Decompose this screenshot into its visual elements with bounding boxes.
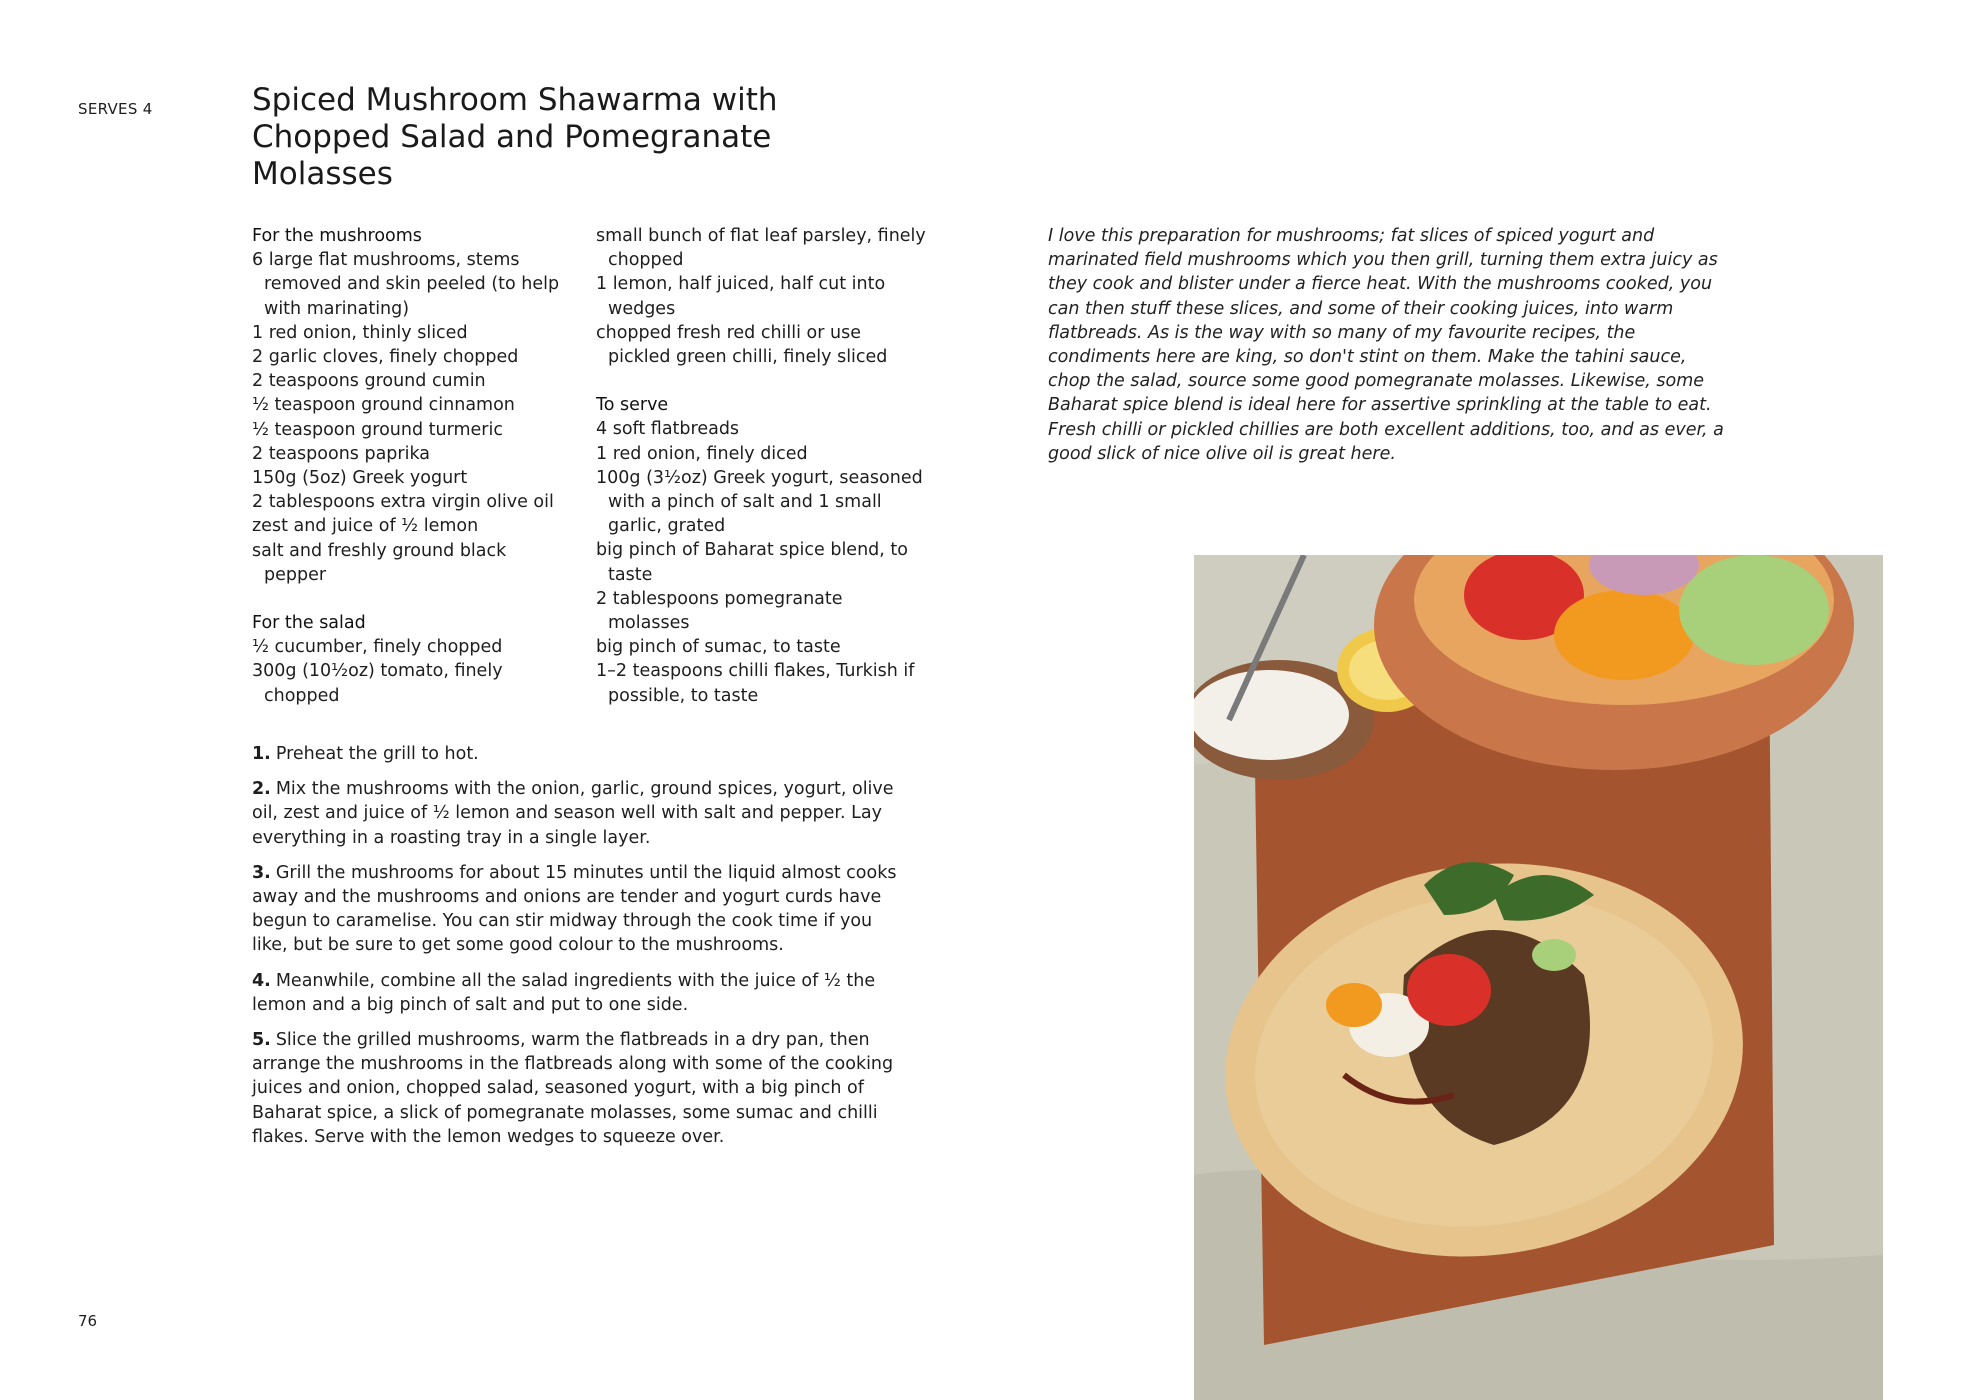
method-steps xyxy=(252,742,912,1160)
ingredient-item: salt and freshly ground black pepper xyxy=(252,540,507,585)
salad-heading: For the salad xyxy=(252,613,366,634)
ingredient-item: 6 large flat mushrooms, stems removed and skin peeled (to help with marinating) xyxy=(252,250,560,319)
ingredients-column-2 xyxy=(596,224,926,708)
page-number: 76 xyxy=(78,1312,98,1330)
chopped-cucumber xyxy=(1679,555,1829,665)
ingredient-item: 2 tablespoons extra virgin olive oil xyxy=(252,492,554,513)
recipe-title: Spiced Mushroom Shawarma with Chopped Salad and Pomegranate Molasses xyxy=(252,82,778,192)
ingredient-item: 1 red onion, thinly sliced xyxy=(252,322,468,343)
ingredient-item: small bunch of flat leaf parsley, finely chopped xyxy=(596,226,926,271)
step-number: 4. xyxy=(252,970,271,991)
pepper-pieces xyxy=(1326,983,1382,1027)
ingredient-item: 1 lemon, half juiced, half cut into wedges xyxy=(596,274,886,319)
step-number: 3. xyxy=(252,862,271,883)
ingredient-item: 4 soft flatbreads xyxy=(596,419,740,440)
tomato-pieces xyxy=(1407,954,1491,1026)
step-text: Meanwhile, combine all the salad ingredients with the juice of ½ the lemon and a big pinch of salt and put to one side. xyxy=(252,970,876,1015)
ingredient-item: ½ teaspoon ground cinnamon xyxy=(252,395,515,416)
step-text: Mix the mushrooms with the onion, garlic, ground spices, yogurt, olive oil, zest and juice of ½ lemon and season well with salt and pepper. Lay everything in a roasting tray in a single layer. xyxy=(252,779,894,848)
ingredient-item: 150g (5oz) Greek yogurt xyxy=(252,468,468,489)
serve-ingredient-list xyxy=(596,417,926,707)
step-text: Slice the grilled mushrooms, warm the flatbreads in a dry pan, then arrange the mushrooms in the flatbreads along with some of the cooking juices and onion, chopped salad, seasoned yogurt, with a big pinch of Baharat spice, a slick of pomegranate molasses, some sumac and chilli flakes. Serve with the lemon wedges to squeeze over. xyxy=(252,1030,894,1147)
method-step xyxy=(252,969,912,1017)
step-text: Grill the mushrooms for about 15 minutes until the liquid almost cooks away and the mushrooms and onions are tender and yogurt curds have begun to caramelise. You can stir midway through the cook time if you like, but be sure to get some good colour to the mushrooms. xyxy=(252,862,897,956)
yogurt xyxy=(1194,670,1349,760)
method-step xyxy=(252,1028,912,1149)
ingredient-item: chopped fresh red chilli or use pickled green chilli, finely sliced xyxy=(596,322,888,368)
ingredient-item: 100g (3½oz) Greek yogurt, seasoned with a pinch of salt and 1 small garlic, grated xyxy=(596,467,923,537)
ingredient-item: zest and juice of ½ lemon xyxy=(252,516,479,537)
recipe-photo xyxy=(1194,555,1883,1400)
step-text: Preheat the grill to hot. xyxy=(275,744,479,764)
ingredient-item: 2 garlic cloves, finely chopped xyxy=(252,347,519,368)
chopped-pepper xyxy=(1554,590,1694,680)
ingredient-item: 300g (10½oz) tomato, finely chopped xyxy=(252,661,503,706)
ingredient-item: big pinch of Baharat spice blend, to taste xyxy=(596,540,908,585)
mushrooms-heading: For the mushrooms xyxy=(252,226,422,246)
serves-label: SERVES 4 xyxy=(78,100,153,118)
ingredient-item: ½ teaspoon ground turmeric xyxy=(252,419,503,440)
method-step xyxy=(252,777,912,850)
ingredient-item: 2 teaspoons paprika xyxy=(252,443,431,464)
method-step xyxy=(252,861,912,958)
salad-ingredient-list xyxy=(252,635,572,708)
shawarma-photo-illustration xyxy=(1194,555,1883,1400)
ingredients-column-1 xyxy=(252,224,572,708)
mushrooms-ingredient-list xyxy=(252,248,572,587)
recipe-intro: I love this preparation for mushrooms; fat slices of spiced yogurt and marinated field mushrooms which you then grill, turning them extra juicy as they cook and blister under a fierce heat. With the mushrooms cooked, you can then stuff these slices, and some of their cooking juices, into warm flatbreads. As is the way with so many of my favourite recipes, the condiments here are king, so don't stint on them. Make the tahini sauce, chop the salad, source some good pomegranate molasses. Likewise, some Baharat spice blend is ideal here for assertive sprinkling at the table to eat. Fresh chilli or pickled chillies are both excellent additions, too, and as ever, a good slick of nice olive oil is great here. xyxy=(1048,226,1724,464)
ingredient-item: 2 teaspoons ground cumin xyxy=(252,371,486,392)
ingredient-item: 1 red onion, finely diced xyxy=(596,443,808,464)
step-number: 1. xyxy=(252,744,271,764)
step-number: 5. xyxy=(252,1030,271,1051)
ingredient-item: big pinch of sumac, to taste xyxy=(596,637,841,658)
ingredient-item: 2 tablespoons pomegranate molasses xyxy=(596,588,843,634)
method-step xyxy=(252,742,912,766)
salad-ingredient-list-continued xyxy=(596,224,926,369)
step-number: 2. xyxy=(252,779,271,800)
cucumber-pieces xyxy=(1532,939,1576,971)
ingredient-item: 1–2 teaspoons chilli flakes, Turkish if possible, to taste xyxy=(596,661,915,706)
ingredient-item: ½ cucumber, finely chopped xyxy=(252,637,503,658)
serve-heading: To serve xyxy=(596,395,669,416)
